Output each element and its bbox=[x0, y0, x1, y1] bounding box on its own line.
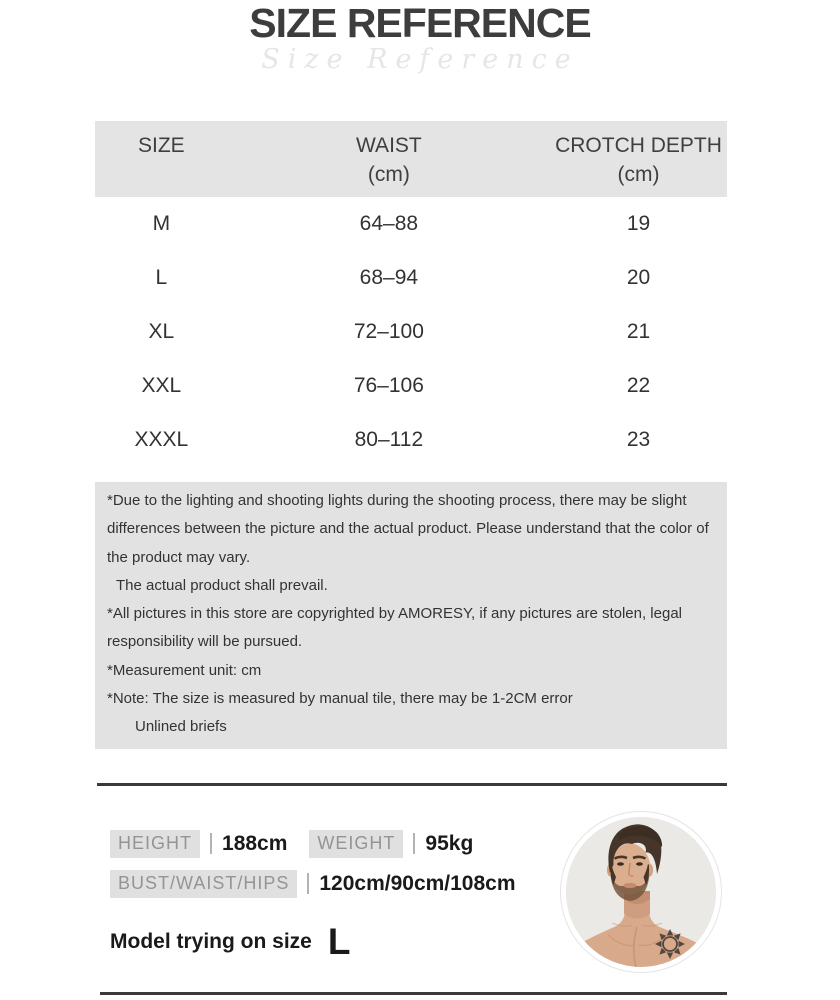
note-line: *Note: The size is measured by manual tile, there may be 1-2CM error bbox=[107, 690, 573, 708]
note-line: Unlined briefs bbox=[135, 718, 227, 736]
separator-bar bbox=[413, 833, 415, 854]
table-row bbox=[95, 305, 727, 359]
column-label: CROTCH DEPTH bbox=[555, 134, 722, 157]
title-watermark-script: Size Reference bbox=[261, 44, 579, 75]
cell-waist: 80–112 bbox=[354, 428, 424, 451]
model-photo-circle bbox=[566, 817, 716, 967]
bust-waist-hips-label-chip: BUST/WAIST/HIPS bbox=[110, 870, 297, 898]
model-info-row bbox=[110, 870, 516, 897]
weight-group bbox=[309, 830, 473, 858]
cell-size: M bbox=[152, 212, 171, 235]
page-title: SIZE REFERENCE bbox=[249, 0, 591, 46]
column-header-waist bbox=[228, 131, 550, 189]
height-value: 188cm bbox=[222, 831, 288, 855]
note-line: *Due to the lighting and shooting lights during the shooting process, there may be slight differences between the picture and the actual product. Please understand that the color of the product may vary. bbox=[107, 492, 709, 566]
model-trying-size-label: Model trying on size bbox=[110, 929, 312, 953]
cell-crotch-depth: 21 bbox=[626, 320, 651, 343]
cell-crotch-depth: 23 bbox=[626, 428, 651, 451]
cell-size: XXXL bbox=[134, 428, 189, 451]
table-row bbox=[95, 413, 727, 467]
cell-crotch-depth: 19 bbox=[626, 212, 651, 235]
cell-crotch-depth: 20 bbox=[626, 266, 651, 289]
cell-size: L bbox=[155, 266, 168, 289]
model-portrait-illustration bbox=[566, 817, 716, 967]
column-unit: (cm) bbox=[617, 163, 660, 186]
cell-waist: 72–100 bbox=[353, 320, 424, 343]
model-info-row bbox=[110, 830, 516, 857]
table-row bbox=[95, 197, 727, 251]
weight-value: 95kg bbox=[425, 831, 474, 855]
column-header-crotch-depth bbox=[550, 131, 727, 189]
column-label: WAIST bbox=[356, 134, 422, 157]
column-header-size bbox=[95, 131, 228, 189]
note-line: *Measurement unit: cm bbox=[107, 661, 262, 679]
table-header-row bbox=[95, 121, 727, 197]
separator-bar bbox=[307, 873, 309, 894]
bust-waist-hips-value: 120cm/90cm/108cm bbox=[319, 871, 516, 895]
cell-waist: 68–94 bbox=[359, 266, 419, 289]
height-label-chip: HEIGHT bbox=[110, 830, 200, 858]
model-photo bbox=[561, 812, 721, 972]
weight-label-chip: WEIGHT bbox=[309, 830, 403, 858]
divider-top bbox=[97, 783, 727, 786]
cell-crotch-depth: 22 bbox=[626, 374, 651, 397]
column-unit: (cm) bbox=[367, 163, 410, 186]
model-trying-size-row bbox=[110, 923, 516, 960]
divider-bottom bbox=[100, 992, 727, 995]
cell-waist: 64–88 bbox=[359, 212, 419, 235]
notes-box bbox=[95, 482, 727, 749]
cell-size: XL bbox=[148, 320, 175, 343]
table-row bbox=[95, 251, 727, 305]
table-row bbox=[95, 359, 727, 413]
column-label: SIZE bbox=[138, 134, 185, 157]
separator-bar bbox=[210, 833, 212, 854]
cell-size: XXL bbox=[141, 374, 182, 397]
height-group bbox=[110, 830, 287, 858]
size-table bbox=[95, 121, 727, 467]
model-trying-size-value: L bbox=[327, 921, 351, 962]
model-info-section bbox=[110, 830, 516, 960]
note-line: *All pictures in this store are copyrighted by AMORESY, if any pictures are stolen, legal responsibility will be pursued. bbox=[107, 605, 683, 651]
cell-waist: 76–106 bbox=[353, 374, 424, 397]
note-line: The actual product shall prevail. bbox=[116, 576, 328, 594]
